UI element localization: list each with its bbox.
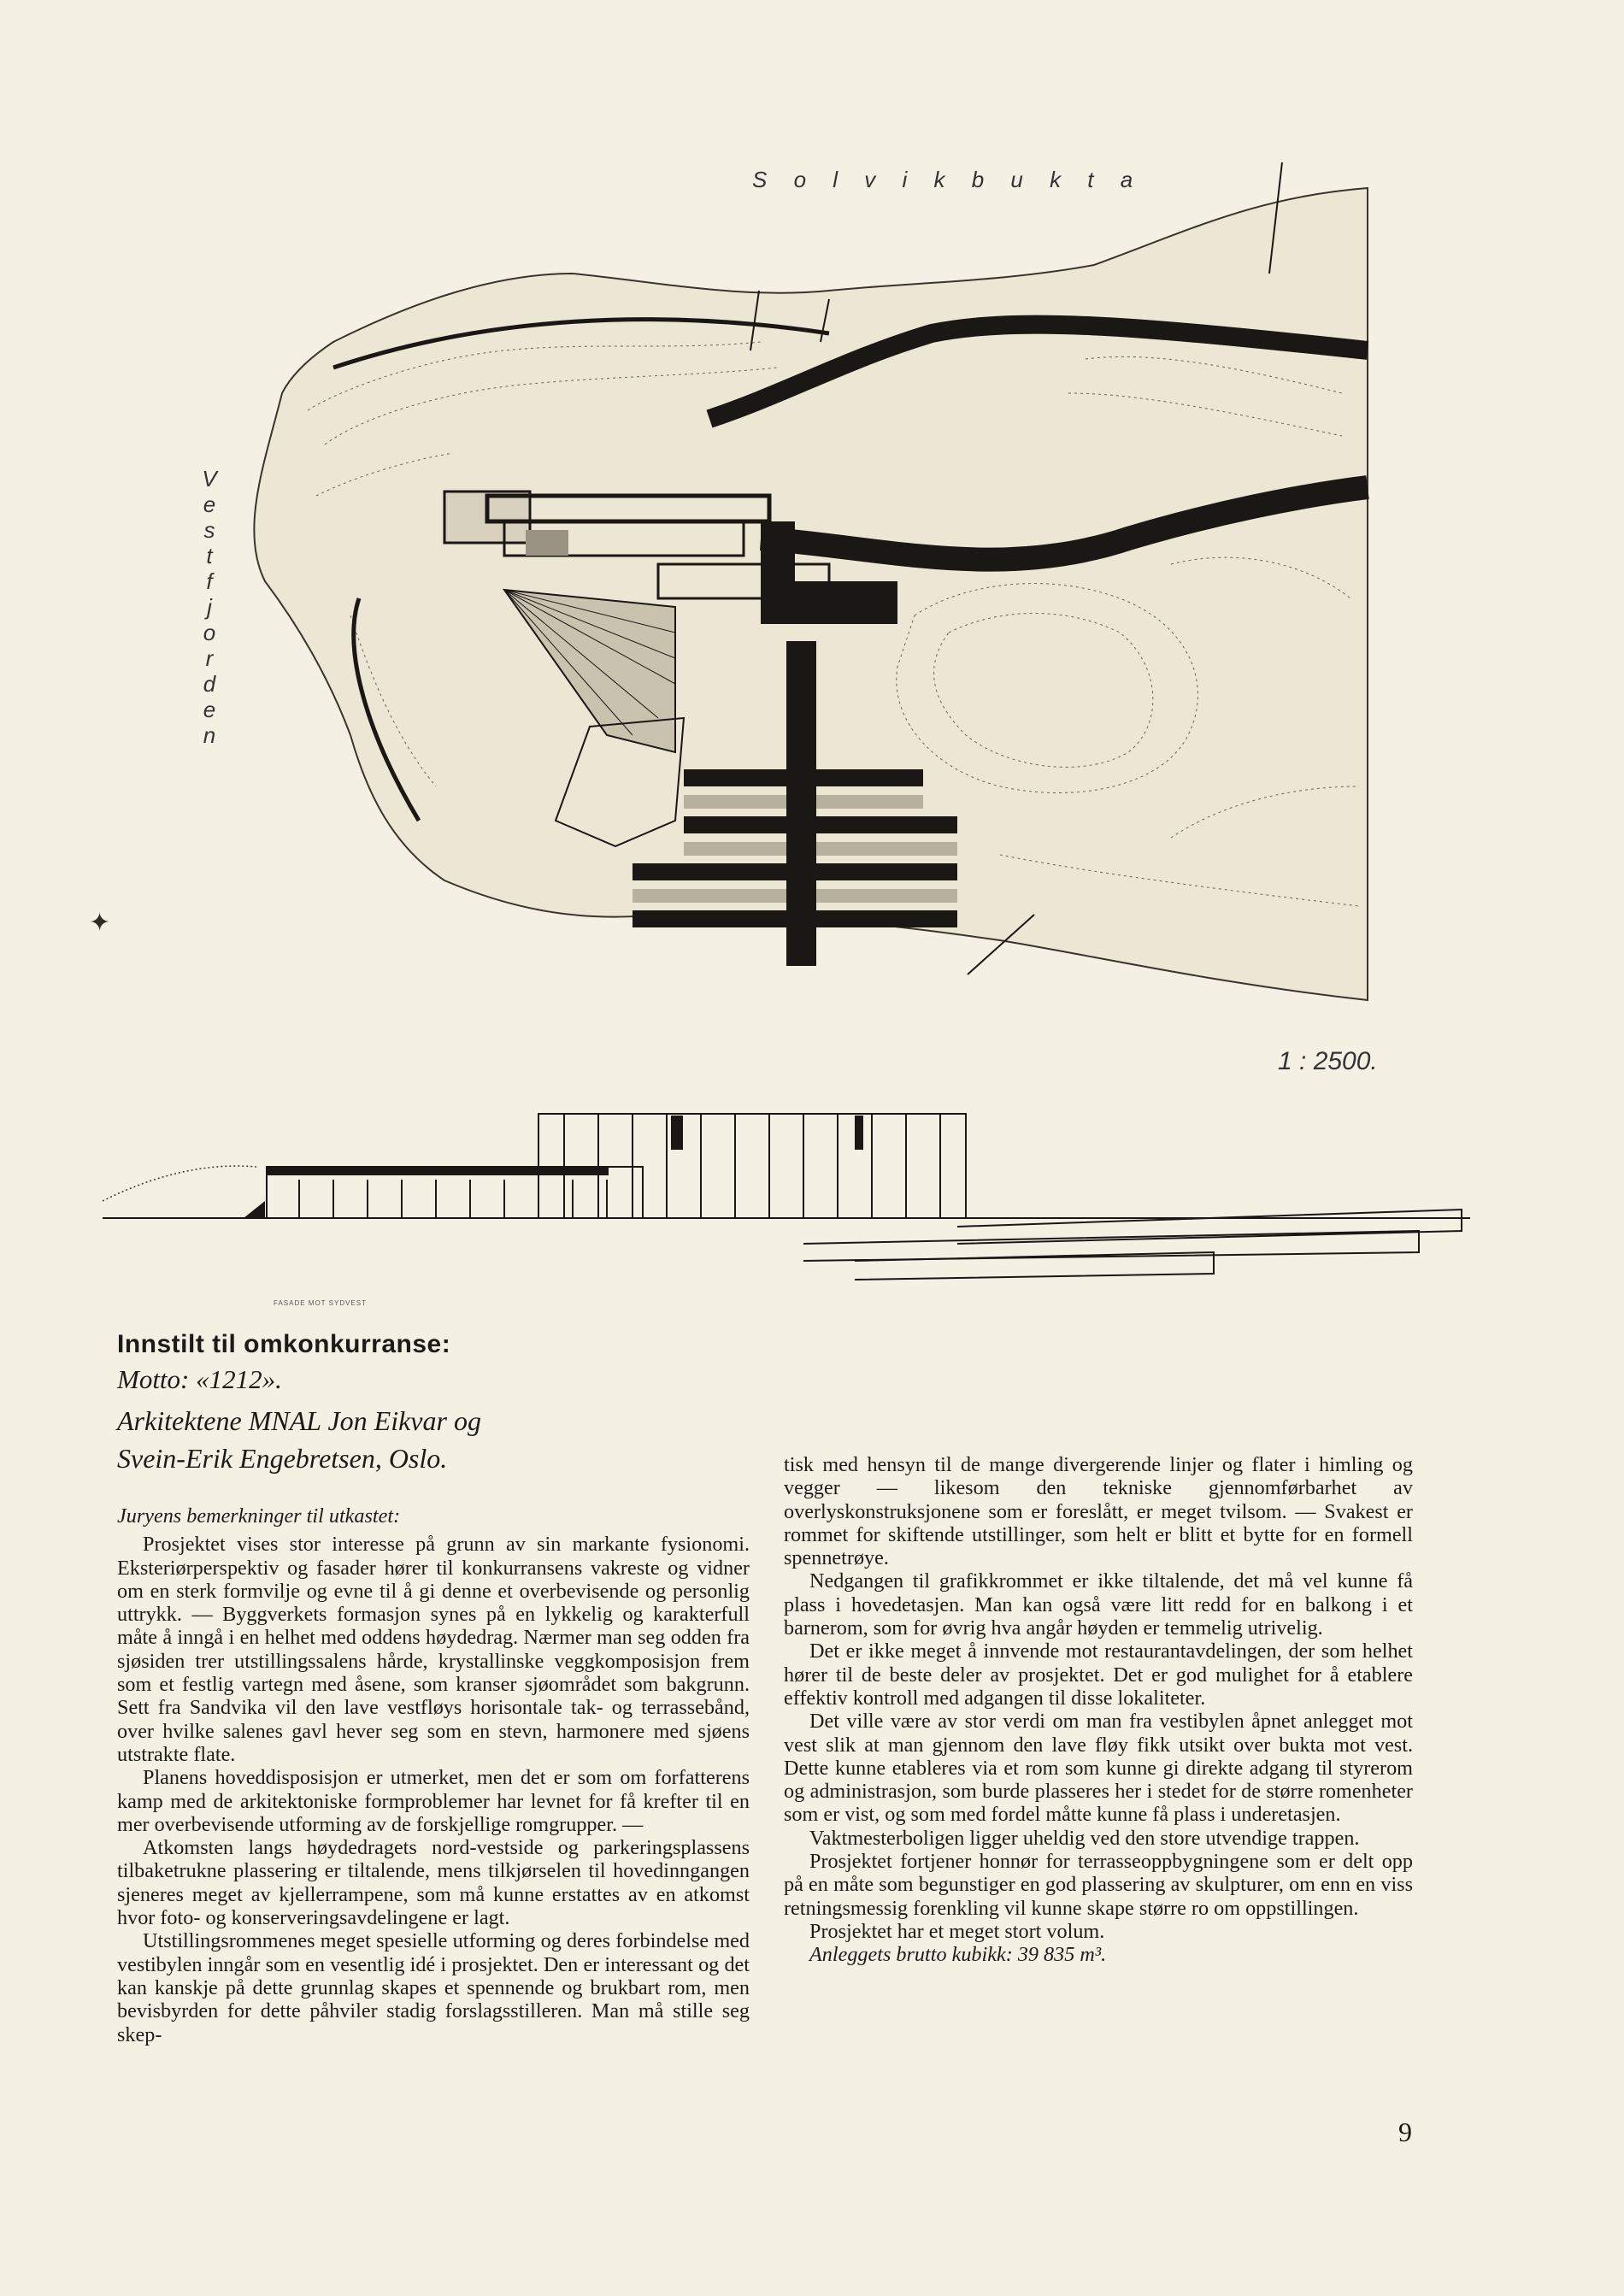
paragraph: Det er ikke meget å innvende mot restaurantavdelingen, der som helhet hører til de beste deler av prosjektet. Det er god mulighet for å etablere effektiv kontroll med adgangen til disse lokaliteter. [784, 1640, 1413, 1710]
ink-mark: ✦ [89, 909, 111, 937]
motto: Motto: «1212». [117, 1364, 282, 1394]
ground-line [103, 1166, 256, 1201]
paragraph: Planens hoveddisposisjon er utmerket, men det er som om forfatterens kamp med de arkitektoniske formproblemer har levnet for få krefter til en mer overbevisende utforming av de forskjellige romgrupper. — [117, 1766, 750, 1836]
scale-label: 1 : 2500. [1278, 1047, 1378, 1075]
volume-line: Anleggets brutto kubikk: 39 835 m³. [809, 1943, 1107, 1967]
architects [117, 1402, 647, 1477]
article-heading: Innstilt til omkonkurranse: [117, 1330, 451, 1358]
paragraph: Nedgangen til grafikkrommet er ikke tiltalende, det må vel kunne få plass i hovedetasjen. Man kan også være litt redd for en balkong i et barnerom, som for øvrig hva angår høyden er temmelig utrivelig. [784, 1569, 1413, 1640]
paragraph: Atkomsten langs høydedragets nord-vestside og parkeringsplassens tilbaketrukne plassering er tiltalende, mens tilkjørselen til hovedinngangen sjeneres meget av kjellerrampene, som må kunne erstattes av en atkomst hvor foto- og konserveringsavdelingene er lagt. [117, 1836, 750, 1930]
bay-label: S o l v i k b u k t a [752, 167, 1144, 192]
paragraph: Vaktmesterboligen ligger uheldig ved den store utvendige trappen. [809, 1826, 1360, 1850]
jury-subheading: Juryens bemerkninger til utkastet: [117, 1504, 401, 1528]
paragraph: Prosjektet har et meget stort volum. [809, 1919, 1105, 1943]
paragraph: Utstillingsrommenes meget spesielle utforming og deres forbindelse med vestibylen inngår som en vesentlig idé i prosjektet. Den er interessant og det kan kanskje på dette grunnlag skapes et spennende og brukbart rom, men bevisbyrden for dette påhviler stadig forslagsstilleren. Man må stille seg skep- [117, 1929, 750, 2046]
architects-line: Svein-Erik Engebretsen, Oslo. [117, 1443, 448, 1474]
elevation-drawing [103, 1098, 1479, 1295]
page-number: 9 [1398, 2116, 1412, 2147]
right-column [784, 1453, 1413, 1967]
site-plan-drawing [231, 137, 1402, 1026]
paragraph: Prosjektet vises stor interesse på grunn av sin markante fysionomi. Eksteriørperspektiv og fasader hører til konkurransens vakreste og vidner om en sterk formvilje og evne til å gi denne et overbevisende og personlig uttrykk. — Byggverkets formasjon synes på en lykkelig og karakterfull måte å inngå i en helhet med oddens høydedrag. Nærmer man seg odden fra sjøsiden trer utstillingssalens hårde, krystallinske veggkomposisjon frem som et festlig vartegn med åsene, som kranser sjøområdet som bakgrunn. Sett fra Sandvika vil den lave vestfløys horisontale tak- og terrassebånd, over hvilke salenes gavl hever seg som en stevn, harmonere med sjøens utstrakte flate. [117, 1533, 750, 1766]
left-column [117, 1504, 750, 2046]
architects-line: Arkitektene MNAL Jon Eikvar og [117, 1405, 481, 1436]
paragraph: Det ville være av stor verdi om man fra vestibylen åpnet anlegget mot vest slik at man gjennom den lave fløy fikk utsikt over bukta mot vest. Dette kunne etableres via et rom som kunne gi direkte adgang til styrerom og administrasjon, som burde plasseres her i stedet for de større romenheter som er vist, og som med fordel måtte kunne få plass i underetasjen. [784, 1710, 1413, 1827]
paragraph-continuation: tisk med hensyn til de mange divergerende linjer og flater i himling og vegger — likesom den tekniske gjennomførbarhet av overlyskonstruksjonene som er foreslått, er meget tvilsom. — Svakest er rommet for skiftende utstillinger, som helt er blitt et bytte for en formell spennetrøye. [784, 1453, 1413, 1570]
facade-caption: FASADE MOT SYDVEST [274, 1299, 367, 1307]
paragraph: Prosjektet fortjener honnør for terrasseoppbygningene som er delt opp på en måte som begunstiger en god plassering av skulpturer, om enn en viss retningsmessig forenkling vil kunne skape større ro om oppstillingen. [784, 1850, 1413, 1920]
fjord-label: V e s t f j o r d e n [202, 466, 217, 748]
